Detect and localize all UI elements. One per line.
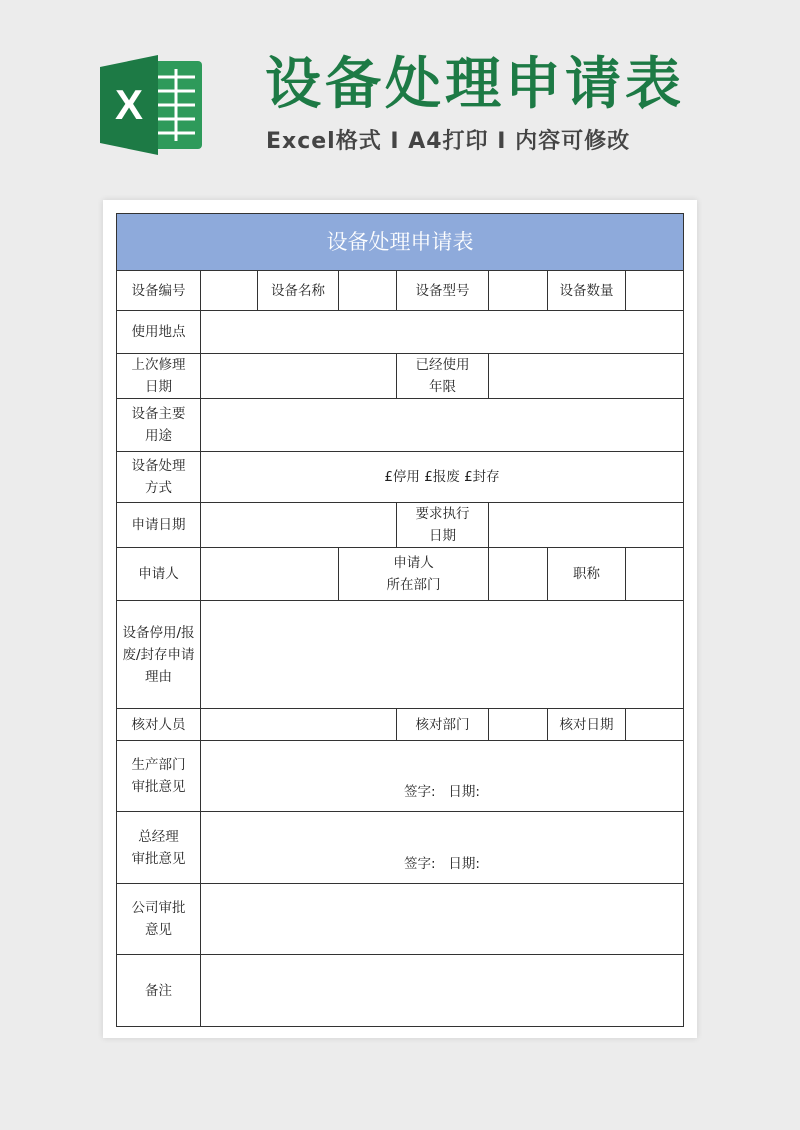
label-production-approval: 生产部门 审批意见 <box>117 741 201 812</box>
label-location: 使用地点 <box>117 311 201 354</box>
label-device-number: 设备编号 <box>117 271 201 311</box>
label-checker: 核对人员 <box>117 709 201 741</box>
field-applicant[interactable] <box>201 548 339 601</box>
label-years-used: 已经使用 年限 <box>397 354 489 399</box>
form-caption-row <box>117 214 684 271</box>
label-device-model: 设备型号 <box>397 271 489 311</box>
field-job-title[interactable] <box>626 548 684 601</box>
table-row <box>117 884 684 955</box>
label-company-approval: 公司审批 意见 <box>117 884 201 955</box>
table-row <box>117 955 684 1027</box>
excel-logo-icon <box>100 55 205 155</box>
field-device-number[interactable] <box>201 271 258 311</box>
label-handling-method: 设备处理 方式 <box>117 452 201 503</box>
field-production-approval[interactable] <box>201 741 684 812</box>
field-applicant-department[interactable] <box>489 548 548 601</box>
sign-date-line: 签字: 日期: <box>404 856 480 872</box>
table-row <box>117 503 684 548</box>
label-application-date: 申请日期 <box>117 503 201 548</box>
label-job-title: 职称 <box>548 548 626 601</box>
label-applicant-department: 申请人 所在部门 <box>339 548 489 601</box>
page-title: 设备处理申请表 <box>265 52 685 117</box>
label-last-repair-date: 上次修理 日期 <box>117 354 201 399</box>
field-execution-date[interactable] <box>489 503 684 548</box>
label-device-name: 设备名称 <box>258 271 339 311</box>
table-row <box>117 812 684 884</box>
field-check-department[interactable] <box>489 709 548 741</box>
field-device-model[interactable] <box>489 271 548 311</box>
table-row <box>117 354 684 399</box>
table-row <box>117 601 684 709</box>
field-check-date[interactable] <box>626 709 684 741</box>
field-last-repair-date[interactable] <box>201 354 397 399</box>
label-remarks: 备注 <box>117 955 201 1027</box>
table-row <box>117 452 684 503</box>
label-check-date: 核对日期 <box>548 709 626 741</box>
table-row <box>117 548 684 601</box>
page-header <box>0 0 800 190</box>
application-form-table <box>116 213 684 1027</box>
label-execution-date: 要求执行 日期 <box>397 503 489 548</box>
field-checker[interactable] <box>201 709 397 741</box>
field-years-used[interactable] <box>489 354 684 399</box>
sign-date-line: 签字: 日期: <box>404 784 480 800</box>
form-paper <box>103 200 697 1038</box>
label-device-quantity: 设备数量 <box>548 271 626 311</box>
page-subtitle: Excel格式 I A4打印 I 内容可修改 <box>266 129 631 154</box>
handling-method-options[interactable]: £停用 £报废 £封存 <box>201 452 684 503</box>
field-remarks[interactable] <box>201 955 684 1027</box>
table-row <box>117 311 684 354</box>
logo-letter: X <box>114 81 144 128</box>
table-row <box>117 271 684 311</box>
label-gm-approval: 总经理 审批意见 <box>117 812 201 884</box>
form-caption: 设备处理申请表 <box>117 214 684 271</box>
field-gm-approval[interactable] <box>201 812 684 884</box>
field-company-approval[interactable] <box>201 884 684 955</box>
field-location[interactable] <box>201 311 684 354</box>
field-device-quantity[interactable] <box>626 271 684 311</box>
label-applicant: 申请人 <box>117 548 201 601</box>
label-main-use: 设备主要 用途 <box>117 399 201 452</box>
field-device-name[interactable] <box>339 271 397 311</box>
label-application-reason: 设备停用/报 废/封存申请 理由 <box>117 601 201 709</box>
label-check-department: 核对部门 <box>397 709 489 741</box>
field-application-reason[interactable] <box>201 601 684 709</box>
field-application-date[interactable] <box>201 503 397 548</box>
table-row <box>117 709 684 741</box>
table-row <box>117 741 684 812</box>
field-main-use[interactable] <box>201 399 684 452</box>
table-row <box>117 399 684 452</box>
